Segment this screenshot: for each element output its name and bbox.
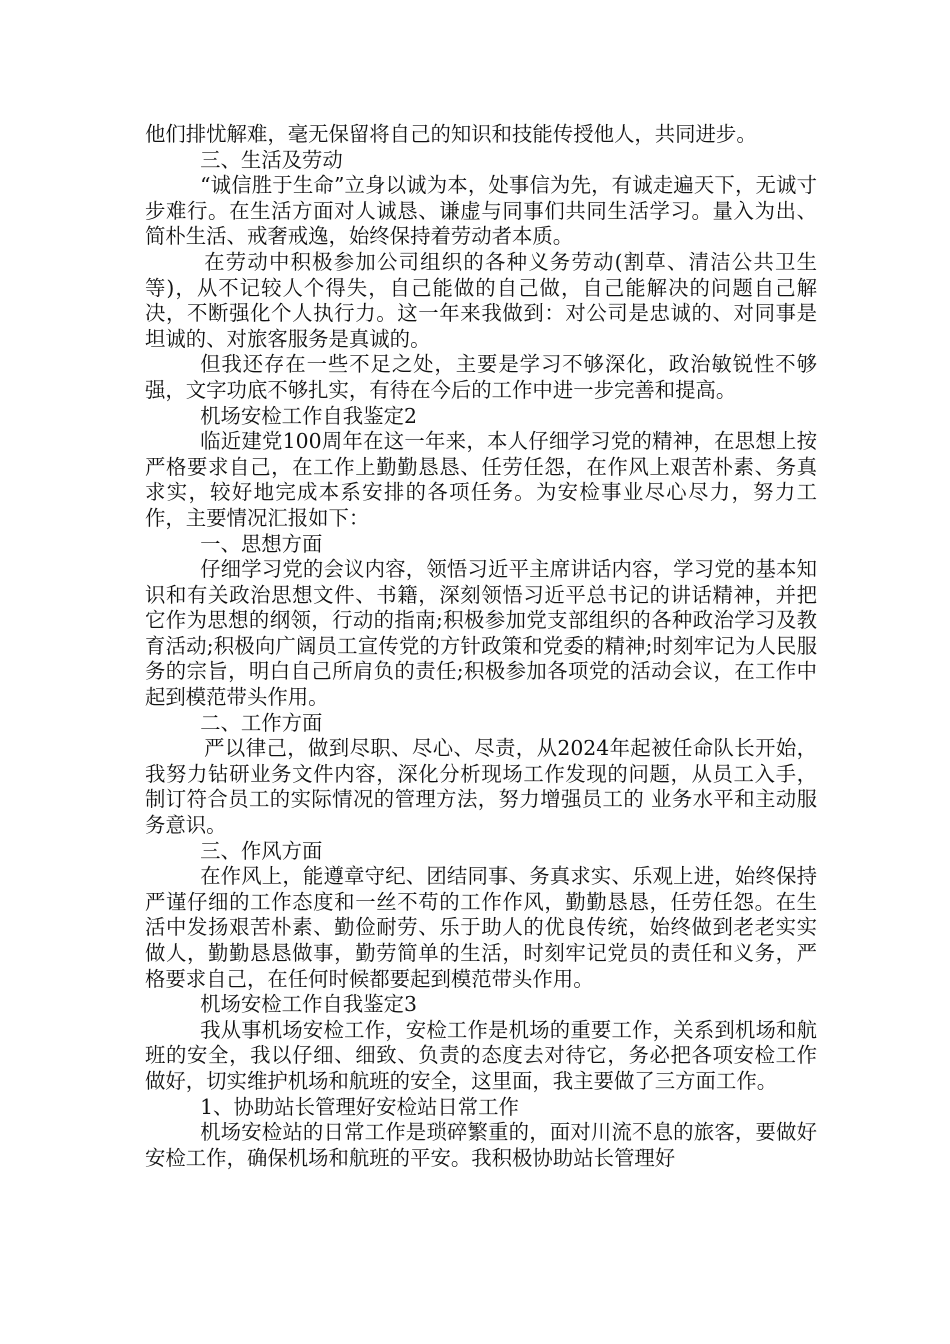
paragraph-5: 临近建党100周年在这一年来，本人仔细学习党的精神，在思想上按严格要求自己，在工作上勤勤恳恳、任劳任怨，在作风上艰苦朴素、务真求实，较好地完成本系安排的各项任务。为安检事业尽心尽力，努力工作，主要情况汇报如下： — [145, 429, 817, 530]
paragraph-3: 在劳动中积极参加公司组织的各种义务劳动(割草、清洁公共卫生等)，从不记较人个得失，自己能做的自己做，自己能解决的问题自己解决，不断强化个人执行力。这一年来我做到：对公司是忠诚的、对同事是坦诚的、对旅客服务是真诚的。 — [145, 249, 817, 351]
paragraph-2: “诚信胜于生命”立身以诚为本，处事信为先，有诚走遍天下，无诚寸步难行。在生活方面对人诚恳、谦虚与同事们共同生活学习。量入为出、简朴生活、戒奢戒逸，始终保持着劳动者本质。 — [145, 173, 817, 249]
paragraph-1: 他们排忧解难，毫无保留将自己的知识和技能传授他人，共同进步。 — [145, 122, 757, 146]
section-heading-assist: 1、协助站长管理好安检站日常工作 — [200, 1094, 519, 1119]
section-heading-work: 二、工作方面 — [200, 710, 323, 735]
section-heading-thought: 一、思想方面 — [200, 531, 323, 556]
paragraph-9: 我从事机场安检工作，安检工作是机场的重要工作，关系到机场和航班的安全，我以仔细、细致、负责的态度去对待它，务必把各项安检工作做好，切实维护机场和航班的安全，这里面，我主要做了三方面工作。 — [145, 1017, 817, 1093]
article-heading-2: 机场安检工作自我鉴定2 — [200, 403, 417, 428]
article-heading-3: 机场安检工作自我鉴定3 — [200, 992, 417, 1017]
section-heading-life-labor: 三、生活及劳动 — [200, 147, 343, 172]
section-heading-style: 三、作风方面 — [200, 838, 323, 863]
paragraph-4: 但我还存在一些不足之处，主要是学习不够深化，政治敏锐性不够强，文字功底不够扎实，有待在今后的工作中进一步完善和提高。 — [145, 352, 817, 402]
paragraph-10: 机场安检站的日常工作是琐碎繁重的，面对川流不息的旅客，要做好安检工作，确保机场和航班的平安。我积极协助站长管理好 — [145, 1120, 817, 1170]
paragraph-6: 仔细学习党的会议内容，领悟习近平主席讲话内容，学习党的基本知识和有关政治思想文件、书籍，深刻领悟习近平总书记的讲话精神，并把它作为思想的纲领，行动的指南;积极参加党支部组织的各种政治学习及教育活动;积极向广阔员工宣传党的方针政策和党委的精神;时刻牢记为人民服务的宗旨，明白自己所肩负的责任;积极参加各项党的活动会议，在工作中起到模范带头作用。 — [145, 557, 817, 710]
document-page — [145, 122, 817, 1171]
paragraph-7: 严以律己，做到尽职、尽心、尽责，从2024年起被任命队长开始，我努力钻研业务文件内容，深化分析现场工作发现的问题，从员工入手，制订符合员工的实际情况的管理方法，努力增强员工的 业务水平和主动服务意识。 — [145, 736, 817, 838]
paragraph-8: 在作风上，能遵章守纪、团结同事、务真求实、乐观上进，始终保持严谨仔细的工作态度和一丝不苟的工作作风，勤勤恳恳，任劳任怨。在生活中发扬艰苦朴素、勤俭耐劳、乐于助人的优良传统，始终做到老老实实做人，勤勤恳恳做事，勤劳简单的生活，时刻牢记党员的责任和义务，严格要求自己，在任何时候都要起到模范带头作用。 — [145, 864, 817, 991]
